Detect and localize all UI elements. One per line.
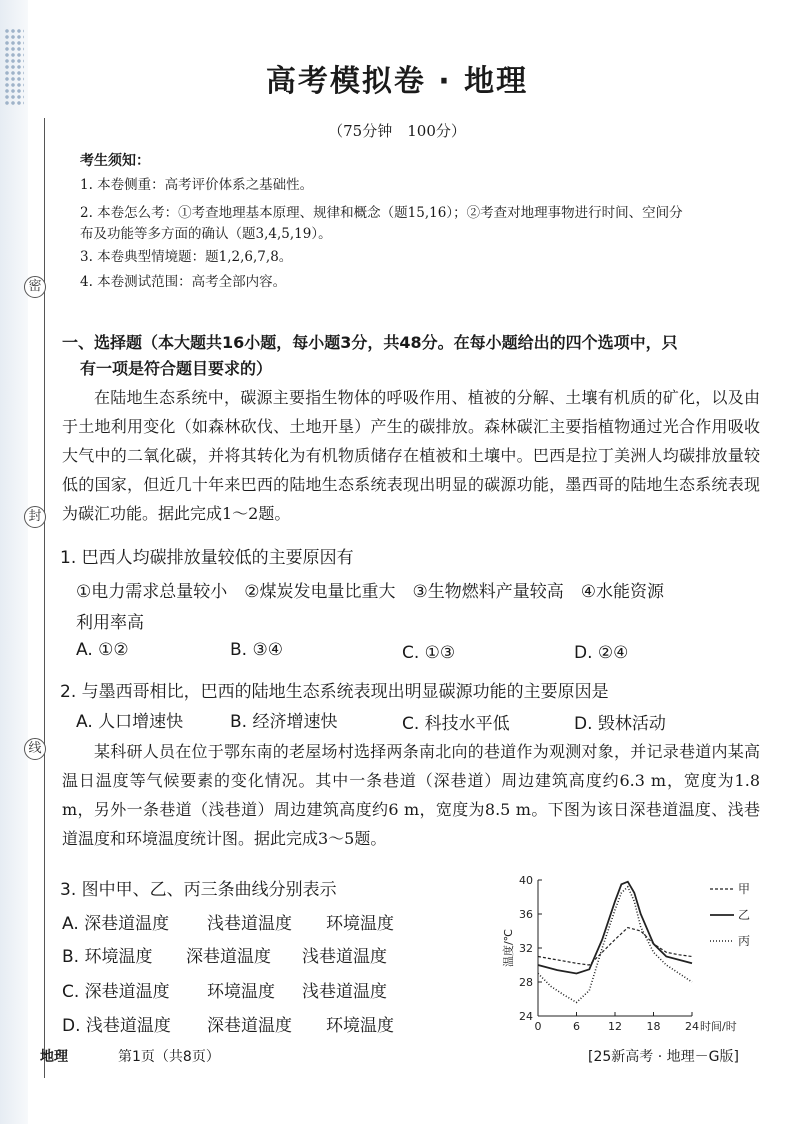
temperature-chart (490, 868, 770, 1040)
q1-option-c[interactable]: C. ①③ (402, 643, 456, 663)
series-line-丙 (538, 887, 692, 1003)
q3-option-a-part2: 浅巷道温度 (207, 914, 292, 934)
q3-option-a-part1: A. 深巷道温度 (62, 914, 170, 934)
legend-label-丙: 丙 (738, 934, 751, 948)
passage-2: 某科研人员在位于鄂东南的老屋场村选择两条南北向的巷道作为观测对象，并记录巷道内某高温日温度等气候要素的变化情况。其中一条巷道（深巷道）周边建筑高度约6.3 m，宽度为1.8 m，另外一条巷道（浅巷道）周边建筑高度约6 m，宽度为8.5 m。下图为该日深巷道温度、浅巷道温度和环境温度统计图。据此完成3～5题。 (62, 742, 760, 848)
q1-option-d[interactable]: D. ②④ (574, 643, 629, 663)
note-item: 3. 本卷典型情境题：题1,2,6,7,8。 (80, 249, 293, 265)
section-heading (62, 330, 762, 382)
q2-option-b[interactable]: B. 经济增速快 (230, 712, 338, 732)
y-tick-label: 28 (519, 976, 533, 989)
footer-subject: 地理 (40, 1049, 68, 1065)
x-tick-label: 18 (646, 1020, 661, 1033)
footer-page-number: 第1页（共8页） (118, 1049, 220, 1065)
x-tick-label: 6 (573, 1020, 580, 1033)
notes-heading: 考生须知： (80, 153, 150, 169)
question-1-stem: 1. 巴西人均碳排放量较低的主要原因有 (60, 548, 354, 568)
section-heading-line1: 一、选择题（本大题共16小题，每小题3分，共48分。在每小题给出的四个选项中，只 (62, 333, 678, 352)
y-tick-label: 32 (519, 942, 533, 955)
q3-option-b[interactable] (62, 942, 387, 967)
section-heading-line2: 有一项是符合题目要求的） (80, 359, 273, 378)
x-axis-title: 时间/时 (700, 1020, 737, 1033)
note-item: 1. 本卷侧重：高考评价体系之基础性。 (80, 177, 314, 193)
series-line-甲 (538, 928, 692, 965)
binding-label-feng: 封 (24, 506, 46, 528)
q3-option-d[interactable] (62, 1011, 394, 1036)
cut-line (44, 118, 45, 1078)
q2-option-a[interactable]: A. 人口增速快 (76, 712, 184, 732)
passage-1: 在陆地生态系统中，碳源主要指生物体的呼吸作用、植被的分解、土壤有机质的矿化，以及由于土地利用变化（如森林砍伐、土地开垦）产生的碳排放。森林碳汇主要指植物通过光合作用吸收大气中的二氧化碳，并将其转化为有机物质储存在植被和土壤中。巴西是拉丁美洲人均碳排放量较低的国家，但近几十年来巴西的陆地生态系统表现出明显的碳源功能，墨西哥的陆地生态系统表现为碳汇功能。据此完成1～2题。 (62, 388, 760, 523)
x-tick-label: 24 (685, 1020, 699, 1033)
footer-edition-code: [25新高考 · 地理－G版] (588, 1049, 739, 1065)
q1-option-b[interactable]: B. ③④ (230, 640, 283, 660)
question-1-statements-cont: 利用率高 (76, 613, 144, 633)
q2-option-d[interactable]: D. 毁林活动 (574, 714, 666, 734)
q2-option-c[interactable]: C. 科技水平低 (402, 714, 510, 734)
q3-option-d-part3: 环境温度 (326, 1016, 394, 1036)
q3-option-c-part2: 环境温度 (207, 982, 275, 1002)
y-axis-title: 温度/℃ (502, 928, 515, 968)
q3-option-a[interactable] (62, 909, 394, 934)
binding-strip (0, 0, 28, 1124)
legend-label-甲: 甲 (738, 882, 751, 896)
x-tick-label: 0 (534, 1020, 542, 1033)
y-tick-label: 24 (519, 1010, 533, 1023)
legend-label-乙: 乙 (738, 908, 751, 922)
q3-option-c[interactable] (62, 977, 387, 1002)
q3-option-b-part3: 浅巷道温度 (302, 947, 387, 967)
note-item: 2. 本卷怎么考：①考查地理基本原理、规律和概念（题15,16）；②考查对地理事物进行时间、空间分 (80, 205, 683, 221)
q3-option-b-part1: B. 环境温度 (62, 947, 153, 967)
note-item: 4. 本卷测试范围：高考全部内容。 (80, 274, 287, 290)
series-line-乙 (538, 882, 692, 974)
q3-option-d-part1: D. 浅巷道温度 (62, 1016, 171, 1036)
q3-option-c-part1: C. 深巷道温度 (62, 982, 170, 1002)
q3-option-d-part2: 深巷道温度 (207, 1016, 292, 1036)
q3-option-c-part3: 浅巷道温度 (302, 982, 387, 1002)
question-2-stem: 2. 与墨西哥相比，巴西的陆地生态系统表现出明显碳源功能的主要原因是 (60, 682, 609, 702)
question-3-stem: 3. 图中甲、乙、丙三条曲线分别表示 (60, 880, 337, 900)
q1-option-a[interactable]: A. ①② (76, 640, 129, 660)
y-tick-label: 36 (519, 908, 533, 921)
x-tick-label: 12 (608, 1020, 622, 1033)
y-tick-label: 40 (519, 874, 533, 887)
q3-option-a-part3: 环境温度 (326, 914, 394, 934)
page-title: 高考模拟卷 · 地理 (265, 64, 529, 99)
exam-duration-score: （75分钟 100分） (328, 122, 466, 140)
binding-label-xian: 线 (24, 738, 46, 760)
binding-label-mi: 密 (24, 276, 46, 298)
note-item: 布及功能等多方面的确认（题3,4,5,19）。 (80, 226, 332, 242)
question-1-statements: ①电力需求总量较小 ②煤炭发电量比重大 ③生物燃料产量较高 ④水能资源 (76, 582, 664, 602)
q3-option-b-part2: 深巷道温度 (186, 947, 271, 967)
